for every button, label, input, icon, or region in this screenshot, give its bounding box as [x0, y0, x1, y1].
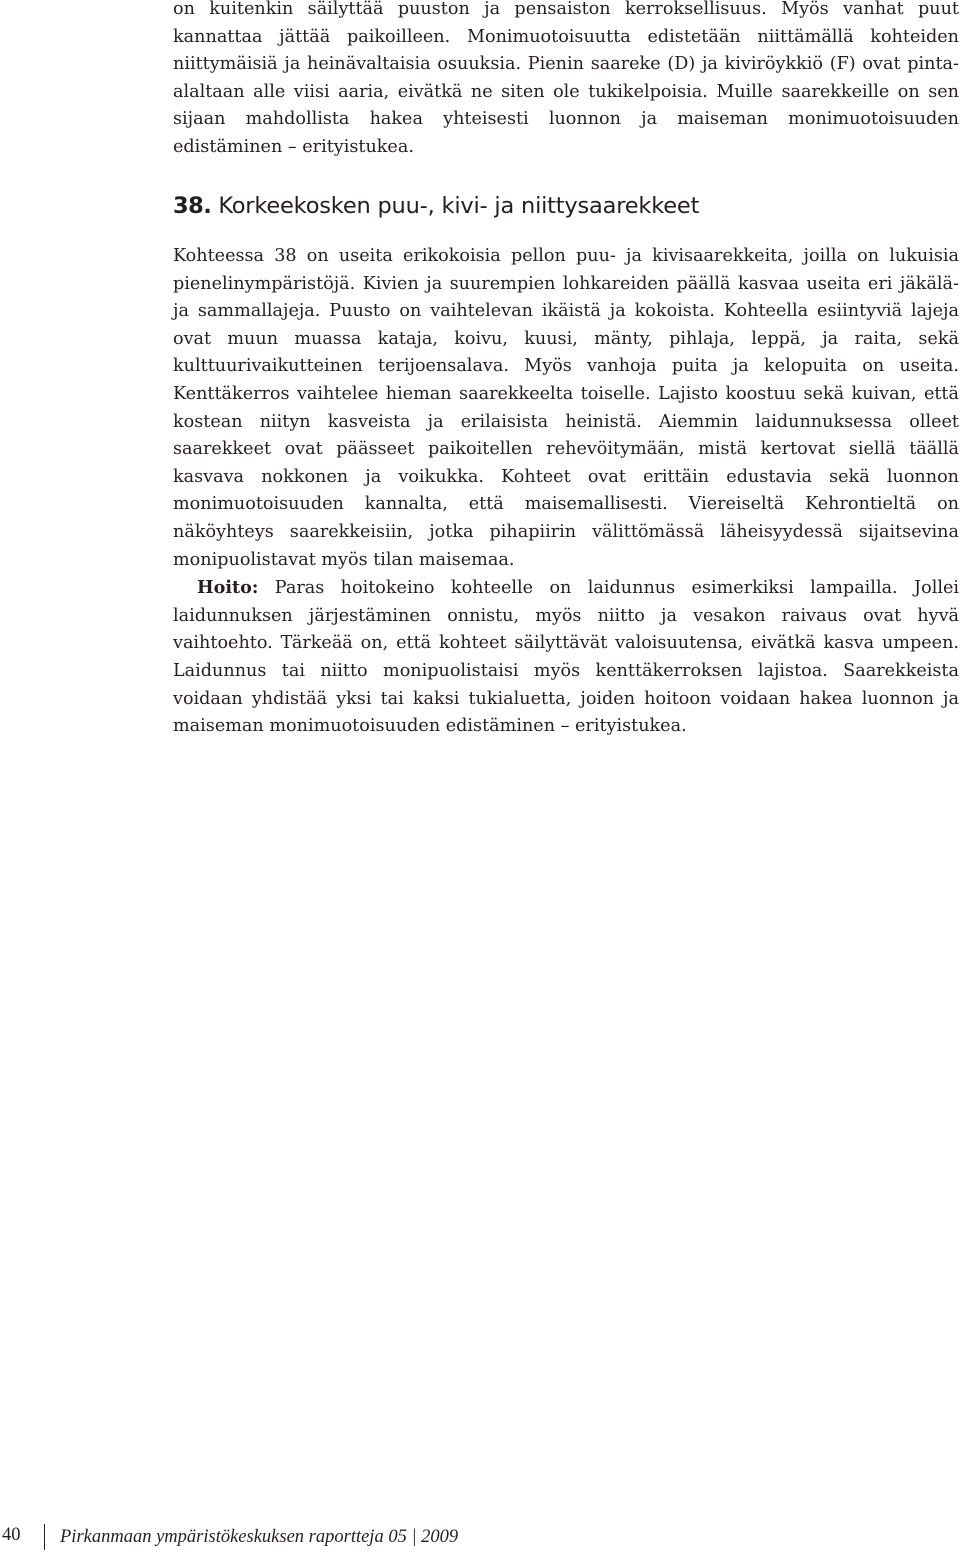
- section-body: [173, 243, 959, 741]
- care-paragraph: [173, 574, 959, 741]
- report-series-title: Pirkanmaan ympäristökeskuksen raportteja 05 | 2009: [60, 1527, 459, 1547]
- intro-paragraph: on kuitenkin säilyttää puuston ja pensaiston kerroksellisuus. Myös vanhat puut kannattaa jättää paikoilleen. Monimuotoisuutta edistetään niittämällä kohteiden niittymäisiä ja heinävaltaisia osuuksia. Pienin saareke (D) ja kiviröykkiö (F) ovat pinta-alaltaan alle viisi aaria, eivätkä ne siten ole tukikelpoisia. Muille saarekkeille on sen sijaan mahdollista hakea yhteisesti luonnon ja maiseman monimuotoisuuden edistäminen – erityistukea.: [173, 0, 959, 157]
- section-title: Korkeekosken puu-, kivi- ja niittysaarekkeet: [218, 193, 700, 219]
- intro-text-block: [173, 0, 959, 162]
- footer-divider: [44, 1524, 45, 1550]
- page-number: 40: [2, 1525, 21, 1545]
- section-heading: [173, 193, 959, 219]
- page-footer: [0, 1522, 960, 1552]
- section-number: 38.: [173, 193, 212, 219]
- care-label: Hoito:: [197, 577, 259, 599]
- description-paragraph: Kohteessa 38 on useita erikokoisia pellon puu- ja kivisaarekkeita, joilla on lukuisia pienelinympäristöjä. Kivien ja suurempien lohkareiden päällä kasvaa useita eri jäkälä- ja sammallajeja. Puusto on vaihtelevan ikäistä ja kokoista. Kohteella esiintyviä lajeja ovat muun muassa kataja, koivu, kuusi, mänty, pihlaja, leppä, ja raita, sekä kulttuurivaikutteinen terijoensalava. Myös vanhoja puita ja kelopuita on useita. Kenttäkerros vaihtelee hieman saarekkeelta toiselle. Lajisto koostuu sekä kuivan, että kostean niityn kasveista ja erilaisista heinistä. Aiemmin laidunnuksessa olleet saarekkeet ovat päässeet paikoitellen rehevöitymään, mistä kertovat siellä täällä kasvava nokkonen ja voikukka. Kohteet ovat erittäin edustavia sekä luonnon monimuotoisuuden kannalta, että maisemallisesti. Viereiseltä Kehrontieltä on näköyhteys saarekkeisiin, jotka pihapiirin välittömässä läheisyydessä sijaitsevina monipuolistavat myös tilan maisemaa.: [173, 246, 959, 570]
- care-text: Paras hoitokeino kohteelle on laidunnus esimerkiksi lampailla. Jollei laidunnuksen järjestäminen onnistu, myös niitto ja vesakon raivaus ovat hyvä vaihtoehto. Tärkeää on, että kohteet säilyttävät valoisuutensa, eivätkä kasva umpeen. Laidunnus tai niitto monipuolistaisi myös kenttäkerroksen lajistoa. Saarekkeista voidaan yhdistää yksi tai kaksi tukialuetta, joiden hoitoon voidaan hakea luonnon ja maiseman monimuotoisuuden edistäminen – erityistukea.: [173, 578, 959, 737]
